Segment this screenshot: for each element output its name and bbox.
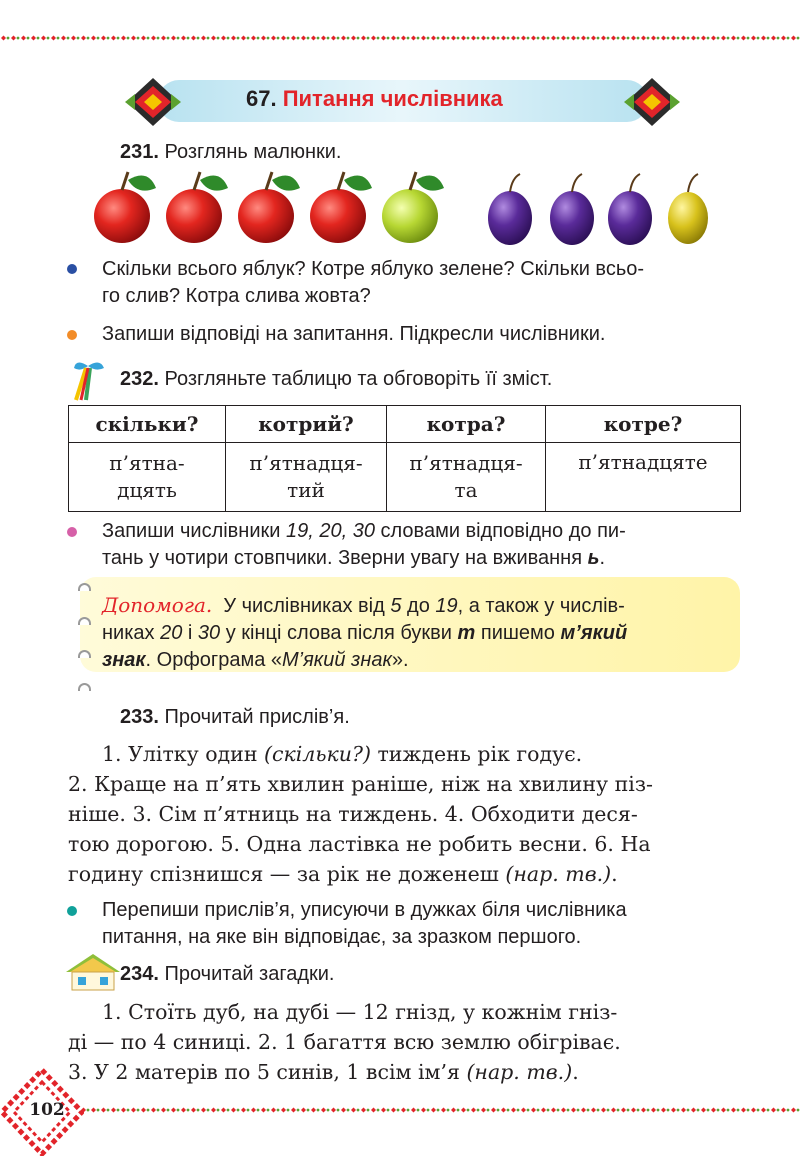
riddles-text (68, 997, 748, 1087)
exercise-number: 232. (120, 368, 159, 390)
red-apple-4-icon (310, 172, 372, 243)
bottom-ornament-border (80, 1106, 800, 1114)
bullet-pink-icon (67, 527, 77, 537)
table-header-row (69, 406, 741, 443)
task-line-2: тань у чотири стовпчики. Зверни увагу на вживання ь. (102, 547, 606, 569)
exercise-231-task: Запиши відповіді на запитання. Підкресли числівники. (102, 323, 606, 345)
proverbs-line-4: тою дорогою. 5. Одна ластівка не робить весни. 6. На (68, 832, 651, 856)
exercise-233-task (102, 897, 627, 951)
house-icon (64, 952, 122, 992)
exercise-instruction: Прочитай загадки. (164, 963, 335, 985)
hint-line-2: никах 20 і 30 у кінці слова після букви т пишемо м’який (102, 622, 628, 644)
hint-text (102, 592, 627, 674)
proverbs-line-1: 1. Улітку один (скільки?) тиждень рік годує. (102, 742, 583, 766)
riddles-line-2: ді — по 4 синиці. 2. 1 багаття всю землю обігріває. (68, 1030, 621, 1054)
exercise-number: 231. (120, 141, 159, 163)
bullet-teal-icon (67, 906, 77, 916)
binder-ring-icon (78, 617, 91, 625)
exercise-232-task (102, 518, 626, 572)
lesson-title: Питання числівника (282, 86, 503, 111)
exercise-instruction: Розгляньте таблицю та обговоріть її зміст. (164, 368, 553, 390)
table-cell: п’ятнадця- та (387, 443, 546, 512)
embroidery-ornament-left-icon (123, 76, 183, 128)
exercise-instruction: Прочитай прислів’я. (164, 706, 350, 728)
task-line-2: питання, на яке він відповідає, за зразком першого. (102, 926, 582, 948)
table-header: котрий? (226, 406, 387, 443)
red-apple-3-icon (238, 172, 300, 243)
riddles-line-1: 1. Стоїть дуб, на дубі — 12 гнізд, у кожнім гніз- (102, 1000, 618, 1024)
red-apple-2-icon (166, 172, 228, 243)
hint-line-1: Допомога. У числівниках від 5 до 19, а також у числів- (102, 593, 625, 617)
top-ornament-border (0, 34, 800, 42)
question-table (68, 405, 741, 512)
binder-ring-icon (78, 683, 91, 691)
questions-line-2: го слив? Котра слива жовта? (102, 285, 371, 307)
exercise-number: 233. (120, 706, 159, 728)
bullet-blue-icon (67, 264, 77, 274)
purple-plum-3-icon (608, 174, 652, 245)
table-cell: п’ятнадця- тий (226, 443, 387, 512)
green-apple-icon (382, 172, 444, 243)
hint-label: Допомога. (102, 593, 213, 617)
table-row (69, 443, 741, 512)
questions-line-1: Скільки всього яблук? Котре яблуко зелене? Скільки всьо- (102, 258, 645, 280)
lesson-heading (246, 86, 503, 112)
exercise-231-heading (120, 139, 341, 166)
table-header: котре? (546, 406, 741, 443)
proverbs-line-3: ніше. 3. Сім п’ятниць на тиждень. 4. Обходити деся- (68, 802, 638, 826)
purple-plum-2-icon (550, 174, 594, 245)
bullet-orange-icon (67, 330, 77, 340)
proverbs-text (68, 739, 748, 889)
table-cell: п’ятна- дцять (69, 443, 226, 512)
table-header: котра? (387, 406, 546, 443)
exercise-234-heading (120, 961, 334, 988)
binder-ring-icon (78, 650, 91, 658)
page-number: 102 (29, 1100, 65, 1120)
lesson-number: 67. (246, 86, 277, 111)
task-line-1: Запиши числівники 19, 20, 30 словами відповідно до пи- (102, 520, 626, 542)
table-header: скільки? (69, 406, 226, 443)
exercise-232-heading (120, 366, 552, 393)
embroidery-ornament-right-icon (622, 76, 682, 128)
proverbs-line-2: 2. Краще на п’ять хвилин раніше, ніж на хвилину піз- (68, 772, 653, 796)
proverbs-line-5: годину спізнишся — за рік не доженеш (нар. тв.). (68, 862, 618, 886)
exercise-231-questions (102, 256, 644, 310)
red-apple-1-icon (94, 172, 156, 243)
exercise-233-heading (120, 704, 350, 731)
fruits-illustration (90, 168, 720, 248)
purple-plum-1-icon (488, 174, 532, 245)
exercise-number: 234. (120, 963, 159, 985)
task-line-1: Перепиши прислів’я, уписуючи в дужках біля числівника (102, 899, 627, 921)
yellow-plum-icon (668, 174, 708, 244)
ribbon-tassel-icon (66, 356, 112, 402)
hint-line-3: знак. Орфограма «М’який знак». (102, 649, 409, 671)
table-cell: п’ятнадцяте (546, 443, 741, 512)
riddles-line-3: 3. У 2 матерів по 5 синів, 1 всім ім’я (нар. тв.). (68, 1060, 579, 1084)
exercise-instruction: Розглянь малюнки. (164, 141, 342, 163)
binder-ring-icon (78, 583, 91, 591)
